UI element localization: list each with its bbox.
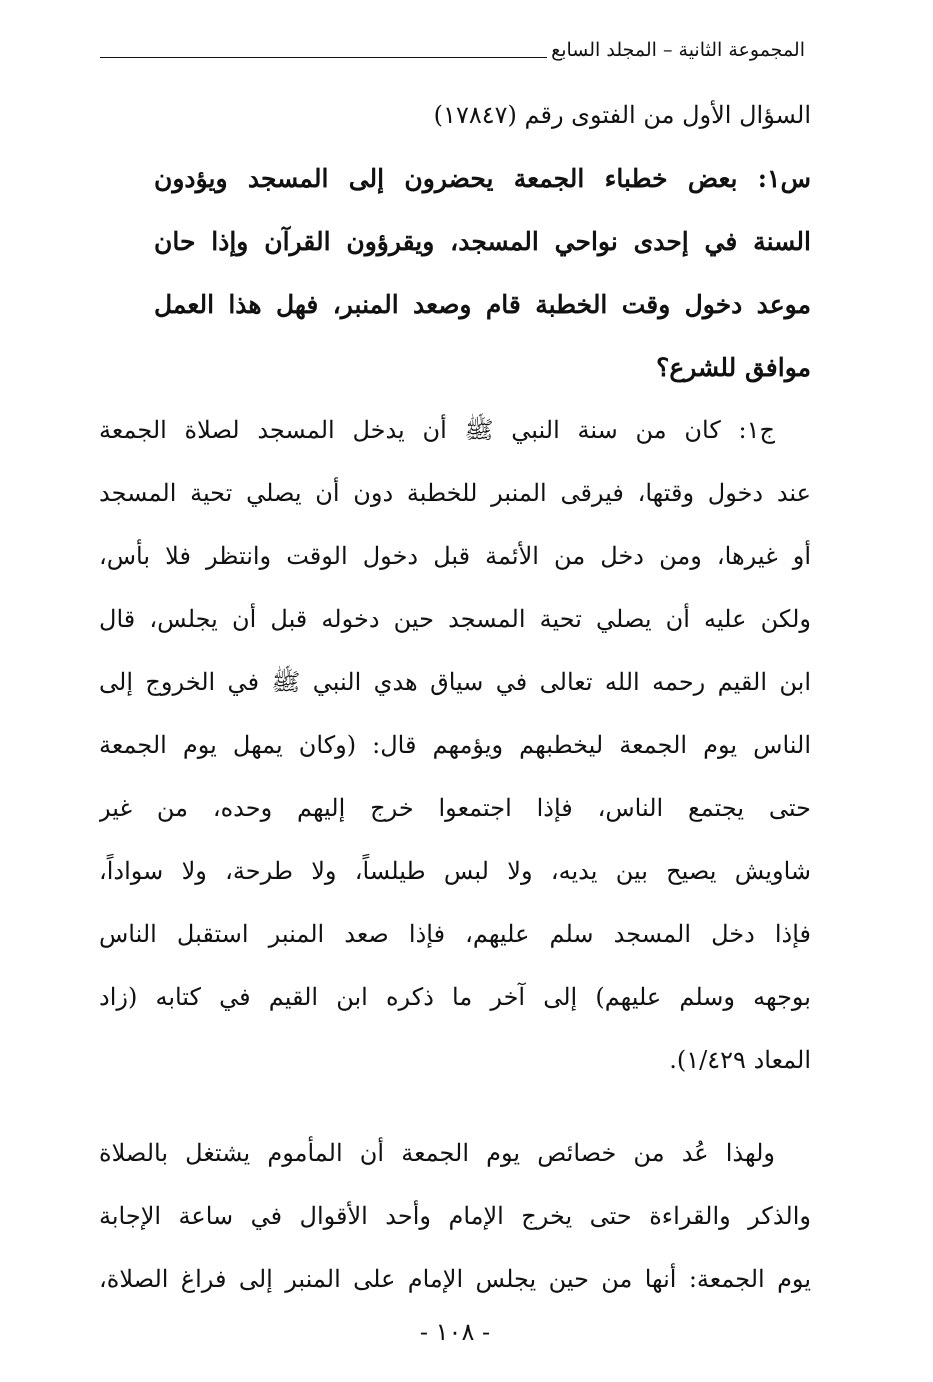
answer-line: ج١: كان من سنة النبي ﷺ أن يدخل المسجد لصلاة الجمعة bbox=[99, 416, 775, 444]
question-line: موافق للشرع؟ bbox=[656, 353, 811, 382]
paragraph-gap bbox=[99, 1092, 811, 1122]
paragraph-line: والذكر والقراءة حتى يخرج الإمام وأحد الأقوال في ساعة الإجابة bbox=[99, 1202, 811, 1230]
answer-line: حتى يجتمع الناس، فإذا اجتمعوا خرج إليهم وحده، من غير bbox=[99, 794, 811, 822]
running-header bbox=[100, 30, 805, 64]
answer-line: أو غيرها، ومن دخل من الأئمة قبل دخول الوقت وانتظر فلا بأس، bbox=[99, 542, 811, 570]
header-title: المجموعة الثانية – المجلد السابع bbox=[551, 39, 805, 61]
question-line: السنة في إحدى نواحي المسجد، ويقرؤون القرآن وإذا حان bbox=[154, 227, 811, 256]
answer-line: عند دخول وقتها، فيرقى المنبر للخطبة دون أن يصلي تحية المسجد bbox=[99, 479, 811, 507]
answer-line: ابن القيم رحمه الله تعالى في سياق هدي النبي ﷺ في الخروج إلى bbox=[99, 668, 811, 696]
body-text bbox=[99, 84, 811, 1311]
answer-line: ولكن عليه أن يصلي تحية المسجد حين دخوله قبل أن يجلس، قال bbox=[99, 605, 811, 633]
answer-line: شاويش يصيح بين يديه، ولا لبس طيلساً، ولا طرحة، ولا سواداً، bbox=[99, 857, 811, 885]
paragraph-line: يوم الجمعة: أنها من حين يجلس الإمام على المنبر إلى فراغ الصلاة، bbox=[99, 1265, 811, 1293]
answer-line: بوجهه وسلم عليهم) إلى آخر ما ذكره ابن القيم في كتابه (زاد bbox=[99, 983, 811, 1011]
paragraph-line: ولهذا عُد من خصائص يوم الجمعة أن المأموم يشتغل بالصلاة bbox=[99, 1139, 775, 1167]
header-rule bbox=[100, 57, 547, 58]
answer-line: فإذا دخل المسجد سلم عليهم، فإذا صعد المنبر استقبل الناس bbox=[99, 920, 811, 948]
question-heading: السؤال الأول من الفتوى رقم (١٧٨٤٧) bbox=[433, 101, 811, 129]
page-number: - ١٠٨ - bbox=[419, 1318, 491, 1346]
question-line: موعد دخول وقت الخطبة قام وصعد المنبر، فهل هذا العمل bbox=[154, 290, 811, 319]
question-line: س١: بعض خطباء الجمعة يحضرون إلى المسجد ويؤدون bbox=[154, 164, 811, 193]
answer-line: الناس يوم الجمعة ليخطبهم ويؤمهم قال: (وكان يمهل يوم الجمعة bbox=[99, 731, 811, 759]
answer-line: المعاد ١/٤٢٩). bbox=[669, 1046, 811, 1074]
